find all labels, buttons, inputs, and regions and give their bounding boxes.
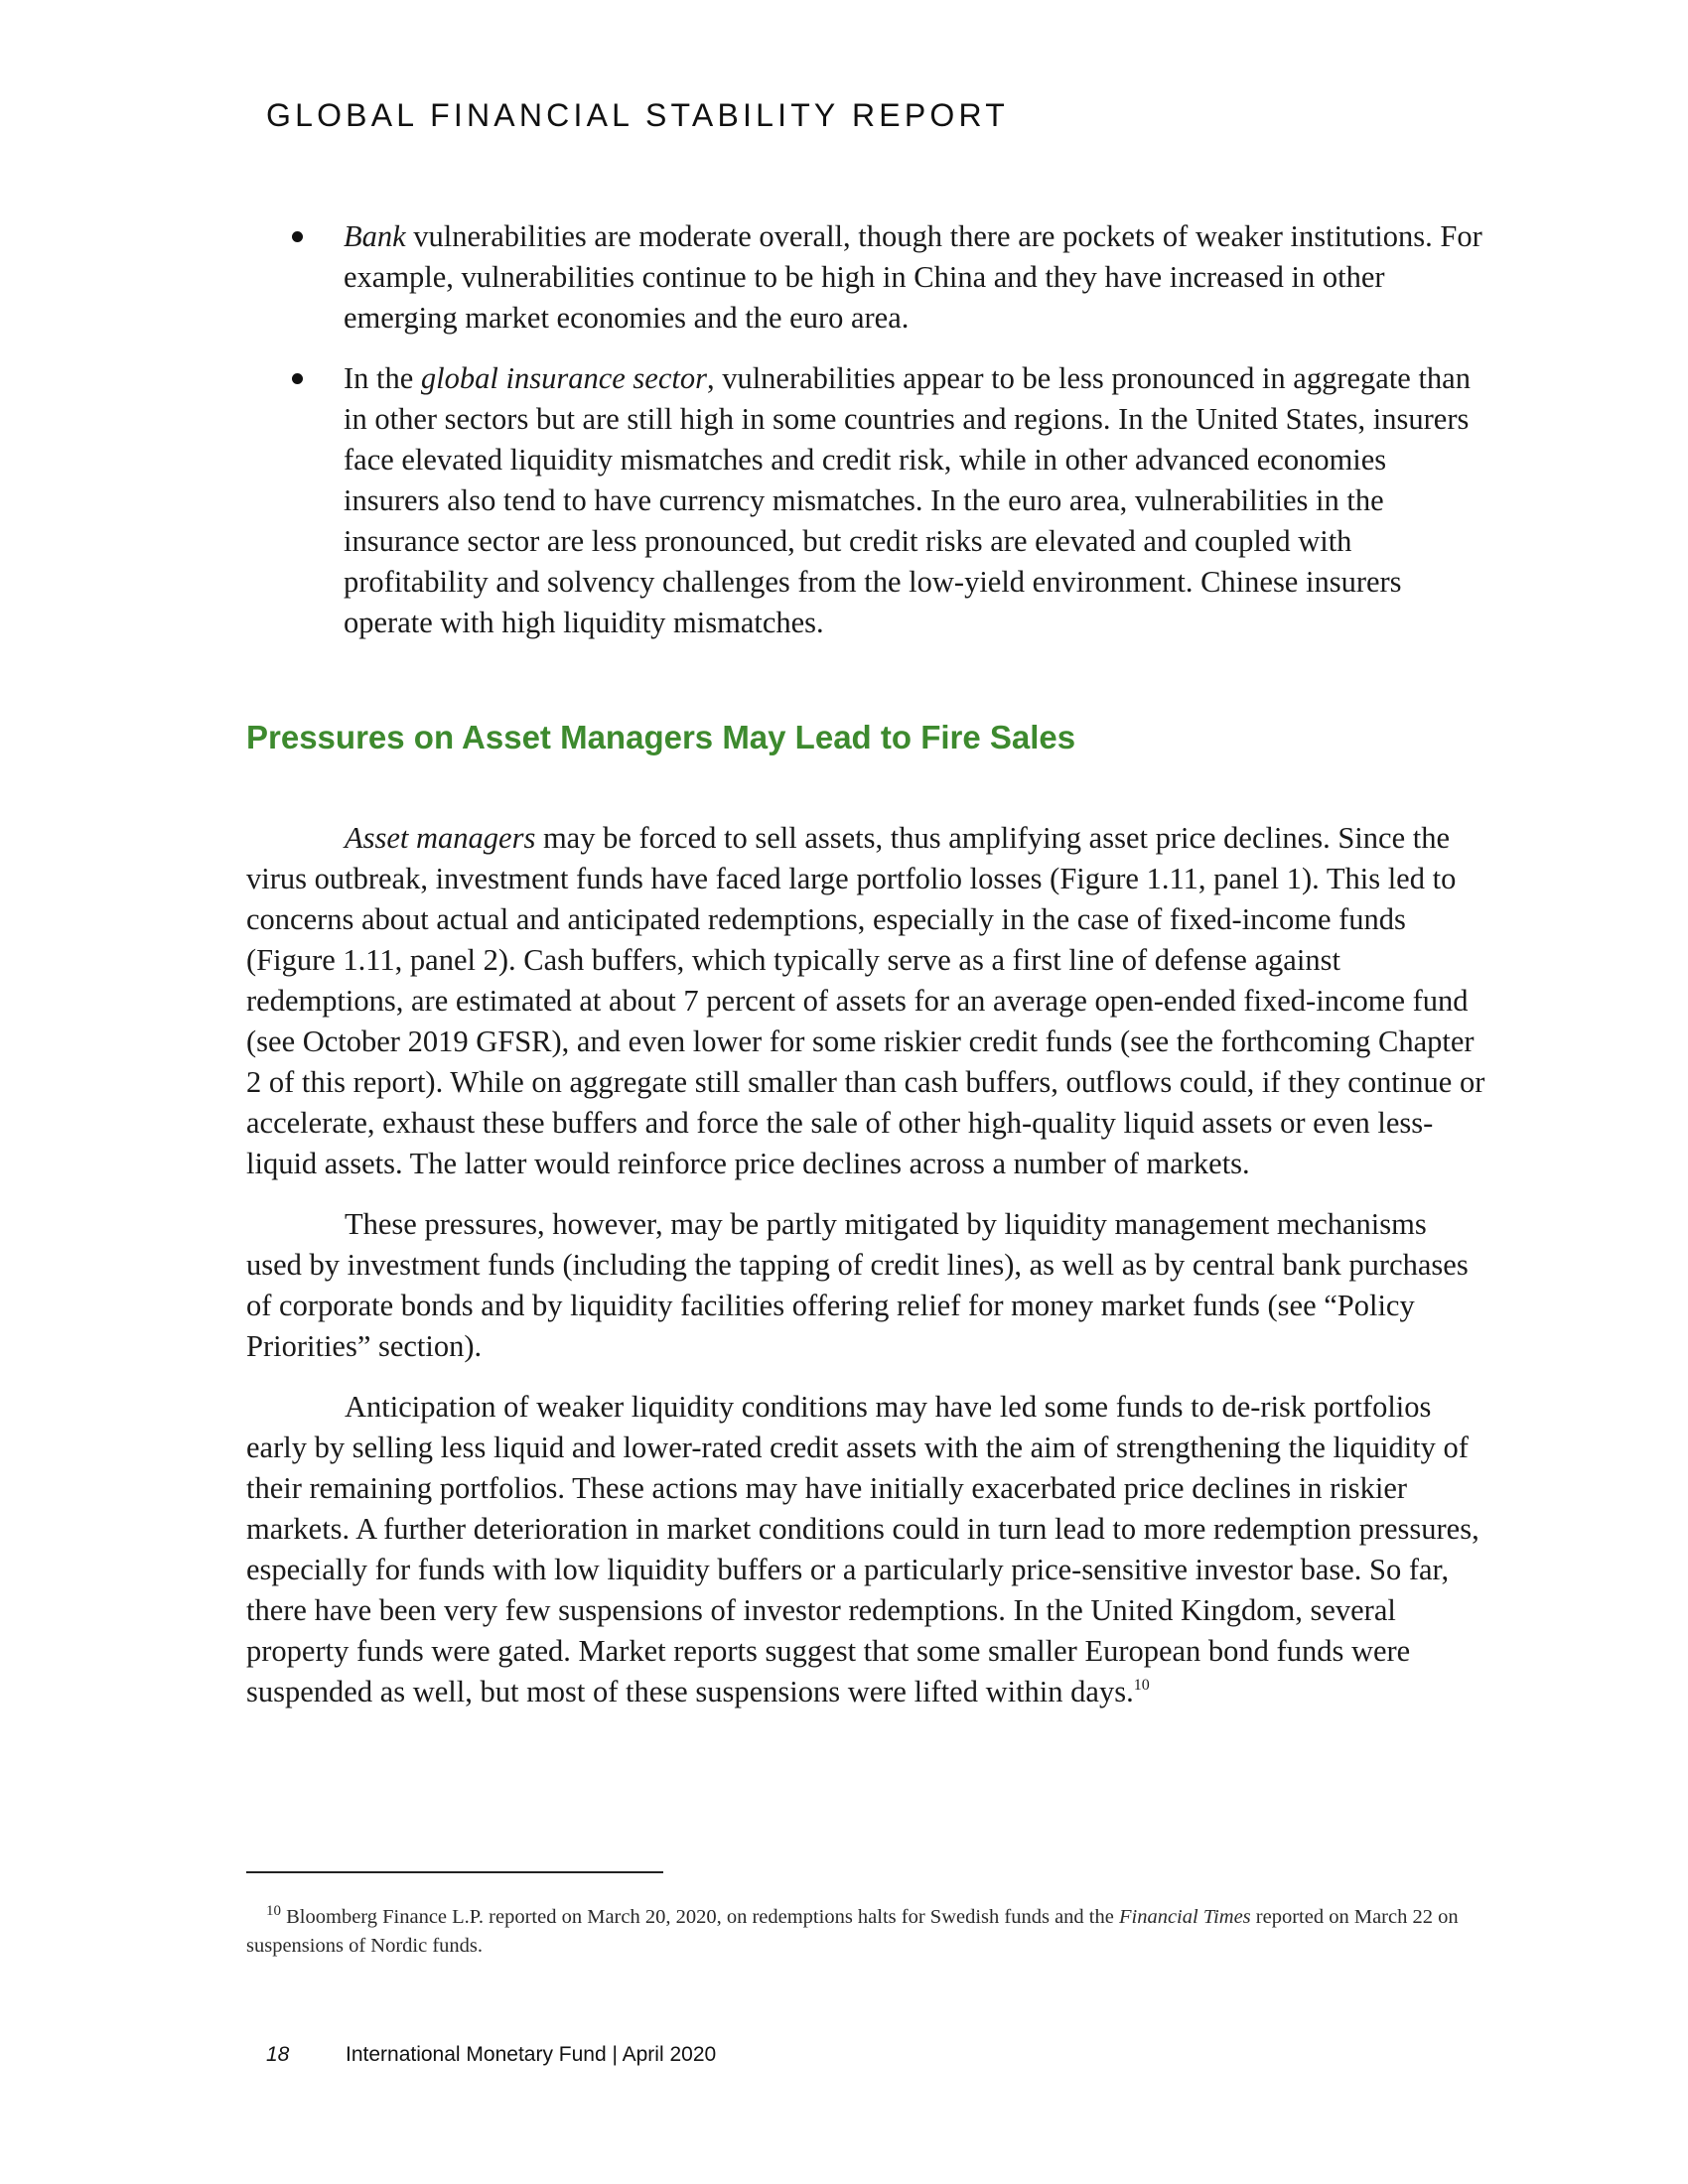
bullet-pre-text: In the [344,361,421,395]
bullet-icon [292,231,303,242]
bullet-item-insurance [292,358,1483,643]
running-header: GLOBAL FINANCIAL STABILITY REPORT [266,97,1009,133]
bullet-list [292,216,1483,663]
paragraph-text: These pressures, however, may be partly mitigated by liquidity management mechanisms used by investment funds (including the tapping of credit lines), as well as by central bank purchases of corporate bonds and by liquidity facilities offering relief for money market funds (see “Policy Priorities” section). [246,1207,1469,1363]
paragraph-text: Anticipation of weaker liquidity conditions may have led some funds to de-risk portfolios early by selling less liquid and lower-rated credit assets with the aim of strengthening the liquidity of their remaining portfolios. These actions may have initially exacerbated price declines in riskier markets. A further deterioration in market conditions could in turn lead to more redemption pressures, especially for funds with low liquidity buffers or a particularly price-sensitive investor base. So far, there have been very few suspensions of investor redemptions. In the United Kingdom, several property funds were gated. Market reports suggest that some smaller European bond funds were suspended as well, but most of these suspensions were lifted within days. [246,1390,1479,1708]
bullet-icon [292,373,303,384]
paragraph-lead-term: Asset managers [345,821,536,855]
page-footer [266,2043,716,2067]
page-number: 18 [266,2043,290,2066]
bullet-text: , vulnerabilities appear to be less pronounced in aggregate than in other sectors but are still high in some countries and regions. In the United States, insurers face elevated liquidity mismatches and credit risk, while in other advanced economies insurers also tend to have currency mismatches. In the euro area, vulnerabilities in the insurance sector are less pronounced, but credit risks are elevated and coupled with profitability and solvency challenges from the low-yield environment. Chinese insurers operate with high liquidity mismatches. [344,361,1471,639]
paragraph-text: may be forced to sell assets, thus amplifying asset price declines. Since the virus outbreak, investment funds have faced large portfolio losses (Figure 1.11, panel 1). This led to concerns about actual and anticipated redemptions, especially in the case of fixed-income funds (Figure 1.11, panel 2). Cash buffers, which typically serve as a first line of defense against redemptions, are estimated at about 7 percent of assets for an average open-ended fixed-income fund (see October 2019 GFSR), and even lower for some riskier credit funds (see the forthcoming Chapter 2 of this report). While on aggregate still smaller than cash buffers, outflows could, if they continue or accelerate, exhaust these buffers and force the sale of other high-quality liquid assets or even less-liquid assets. The latter would reinforce price declines across a number of markets. [246,821,1485,1180]
section-heading: Pressures on Asset Managers May Lead to Fire Sales [246,719,1076,755]
body-paragraphs [246,818,1489,1732]
paragraph-mitigation [246,1204,1489,1367]
bullet-lead-term: global insurance sector [420,361,707,395]
publication-line: International Monetary Fund | April 2020 [346,2043,717,2066]
footnote-text: Bloomberg Finance L.P. reported on March 20, 2020, on redemptions halts for Swedish funds and the [281,1906,1119,1928]
bullet-item-banks [292,216,1483,339]
paragraph-anticipation [246,1387,1489,1712]
footnote [246,1903,1489,1961]
footnote-reference[interactable]: 10 [1133,1677,1150,1694]
paragraph-asset-managers [246,818,1489,1184]
footnote-italic-source: Financial Times [1118,1906,1251,1928]
footnote-number: 10 [266,1903,281,1919]
bullet-text: vulnerabilities are moderate overall, though there are pockets of weaker institutions. For example, vulnerabilities continue to be high in China and they have increased in other emerging market economies and the euro area. [344,219,1482,335]
footnote-text-end: reported on March 22 on suspensions of Nordic funds. [246,1906,1459,1957]
footnote-divider [246,1871,663,1873]
bullet-lead-term: Bank [344,219,406,253]
